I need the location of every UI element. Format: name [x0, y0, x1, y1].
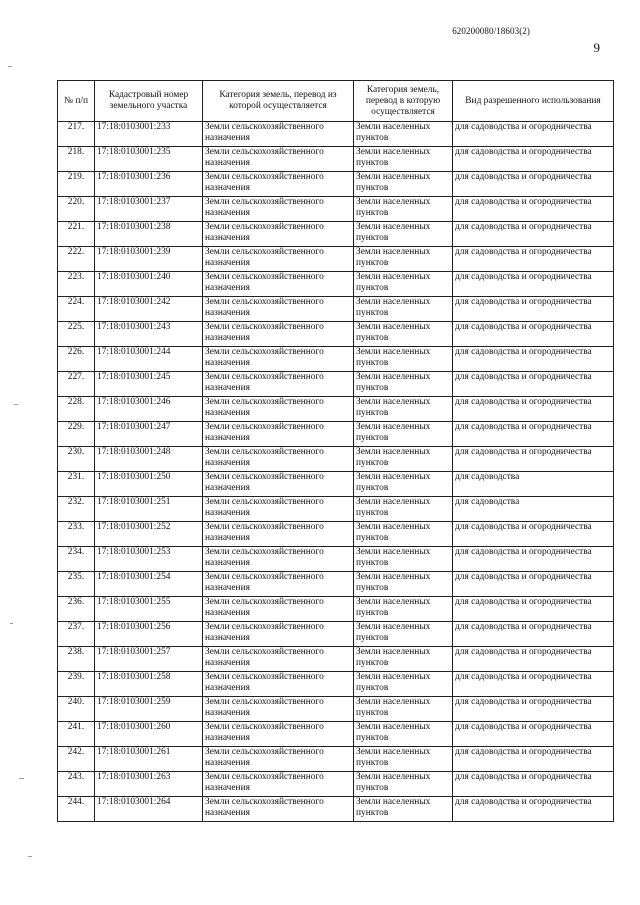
category-from-cell: Земли сельскохозяйственного назначения [203, 772, 354, 797]
cadastral-number-cell: 17:18:0103001:252 [95, 522, 203, 547]
category-to-cell: Земли населенных пунктов [354, 147, 453, 172]
table-header-row [58, 81, 614, 122]
cadastral-number-cell: 17:18:0103001:255 [95, 597, 203, 622]
category-from-cell: Земли сельскохозяйственного назначения [203, 672, 354, 697]
category-from-cell: Земли сельскохозяйственного назначения [203, 547, 354, 572]
category-from-cell: Земли сельскохозяйственного назначения [203, 597, 354, 622]
category-to-cell: Земли населенных пунктов [354, 422, 453, 447]
cadastral-number-cell: 17:18:0103001:263 [95, 772, 203, 797]
row-number-cell: 230. [58, 447, 95, 472]
row-number-cell: 233. [58, 522, 95, 547]
permitted-use-cell: для садоводства и огородничества [453, 722, 614, 747]
row-number-cell: 220. [58, 197, 95, 222]
table-body [58, 122, 614, 822]
category-to-cell: Земли населенных пунктов [354, 122, 453, 147]
page-number: 9 [593, 40, 600, 55]
category-from-cell: Земли сельскохозяйственного назначения [203, 647, 354, 672]
permitted-use-cell: для садоводства [453, 497, 614, 522]
table-row [58, 672, 614, 697]
header-category-to: Категория земель, перевод в которую осуществляется [354, 81, 453, 122]
cadastral-number-cell: 17:18:0103001:258 [95, 672, 203, 697]
category-to-cell: Земли населенных пунктов [354, 697, 453, 722]
category-to-cell: Земли населенных пунктов [354, 647, 453, 672]
row-number-cell: 222. [58, 247, 95, 272]
row-number-cell: 225. [58, 322, 95, 347]
category-from-cell: Земли сельскохозяйственного назначения [203, 522, 354, 547]
category-to-cell: Земли населенных пунктов [354, 672, 453, 697]
permitted-use-cell: для садоводства и огородничества [453, 447, 614, 472]
cadastral-number-cell: 17:18:0103001:253 [95, 547, 203, 572]
cadastral-number-cell: 17:18:0103001:240 [95, 272, 203, 297]
table-row [58, 197, 614, 222]
table-row [58, 447, 614, 472]
document-code: 620200080/18603(2) [452, 26, 530, 36]
category-to-cell: Земли населенных пунктов [354, 322, 453, 347]
table-row [58, 472, 614, 497]
category-to-cell: Земли населенных пунктов [354, 497, 453, 522]
header-number: № п/п [58, 81, 95, 122]
permitted-use-cell: для садоводства и огородничества [453, 622, 614, 647]
permitted-use-cell: для садоводства и огородничества [453, 672, 614, 697]
cadastral-number-cell: 17:18:0103001:257 [95, 647, 203, 672]
cadastral-number-cell: 17:18:0103001:236 [95, 172, 203, 197]
permitted-use-cell: для садоводства и огородничества [453, 572, 614, 597]
row-number-cell: 218. [58, 147, 95, 172]
cadastral-number-cell: 17:18:0103001:235 [95, 147, 203, 172]
table-row [58, 747, 614, 772]
category-from-cell: Земли сельскохозяйственного назначения [203, 797, 354, 822]
category-to-cell: Земли населенных пунктов [354, 747, 453, 772]
permitted-use-cell: для садоводства и огородничества [453, 247, 614, 272]
row-number-cell: 240. [58, 697, 95, 722]
category-from-cell: Земли сельскохозяйственного назначения [203, 572, 354, 597]
table-row [58, 522, 614, 547]
table-row [58, 772, 614, 797]
category-from-cell: Земли сельскохозяйственного назначения [203, 622, 354, 647]
category-from-cell: Земли сельскохозяйственного назначения [203, 472, 354, 497]
category-from-cell: Земли сельскохозяйственного назначения [203, 247, 354, 272]
permitted-use-cell: для садоводства и огородничества [453, 522, 614, 547]
cadastral-number-cell: 17:18:0103001:260 [95, 722, 203, 747]
table-row [58, 497, 614, 522]
permitted-use-cell: для садоводства и огородничества [453, 172, 614, 197]
row-number-cell: 234. [58, 547, 95, 572]
category-to-cell: Земли населенных пунктов [354, 222, 453, 247]
category-to-cell: Земли населенных пунктов [354, 722, 453, 747]
category-to-cell: Земли населенных пунктов [354, 347, 453, 372]
cadastral-number-cell: 17:18:0103001:243 [95, 322, 203, 347]
table-row [58, 597, 614, 622]
permitted-use-cell: для садоводства и огородничества [453, 597, 614, 622]
cadastral-number-cell: 17:18:0103001:261 [95, 747, 203, 772]
category-from-cell: Земли сельскохозяйственного назначения [203, 222, 354, 247]
header-cadastral-number: Кадастровый номер земельного участка [95, 81, 203, 122]
row-number-cell: 235. [58, 572, 95, 597]
cadastral-number-cell: 17:18:0103001:239 [95, 247, 203, 272]
category-from-cell: Земли сельскохозяйственного назначения [203, 497, 354, 522]
table-row [58, 722, 614, 747]
table-row [58, 547, 614, 572]
table-row [58, 572, 614, 597]
category-from-cell: Земли сельскохозяйственного назначения [203, 347, 354, 372]
row-number-cell: 219. [58, 172, 95, 197]
category-from-cell: Земли сельскохозяйственного назначения [203, 697, 354, 722]
row-number-cell: 242. [58, 747, 95, 772]
category-to-cell: Земли населенных пунктов [354, 197, 453, 222]
table-row [58, 797, 614, 822]
row-number-cell: 232. [58, 497, 95, 522]
category-to-cell: Земли населенных пунктов [354, 372, 453, 397]
cadastral-number-cell: 17:18:0103001:256 [95, 622, 203, 647]
row-number-cell: 243. [58, 772, 95, 797]
permitted-use-cell: для садоводства и огородничества [453, 747, 614, 772]
table-row [58, 372, 614, 397]
header-category-from: Категория земель, перевод из которой осуществляется [203, 81, 354, 122]
row-number-cell: 221. [58, 222, 95, 247]
table-row [58, 222, 614, 247]
cadastral-number-cell: 17:18:0103001:245 [95, 372, 203, 397]
row-number-cell: 229. [58, 422, 95, 447]
table-row [58, 697, 614, 722]
category-from-cell: Земли сельскохозяйственного назначения [203, 372, 354, 397]
header-permitted-use: Вид разрешенного использования [453, 81, 614, 122]
category-from-cell: Земли сельскохозяйственного назначения [203, 322, 354, 347]
cadastral-number-cell: 17:18:0103001:237 [95, 197, 203, 222]
row-number-cell: 237. [58, 622, 95, 647]
table-row [58, 122, 614, 147]
cadastral-number-cell: 17:18:0103001:254 [95, 572, 203, 597]
category-to-cell: Земли населенных пунктов [354, 547, 453, 572]
table-row [58, 322, 614, 347]
cadastral-number-cell: 17:18:0103001:238 [95, 222, 203, 247]
permitted-use-cell: для садоводства и огородничества [453, 697, 614, 722]
category-from-cell: Земли сельскохозяйственного назначения [203, 197, 354, 222]
table-row [58, 297, 614, 322]
permitted-use-cell: для садоводства и огородничества [453, 297, 614, 322]
category-from-cell: Земли сельскохозяйственного назначения [203, 722, 354, 747]
permitted-use-cell: для садоводства и огородничества [453, 122, 614, 147]
category-from-cell: Земли сельскохозяйственного назначения [203, 397, 354, 422]
category-from-cell: Земли сельскохозяйственного назначения [203, 147, 354, 172]
category-from-cell: Земли сельскохозяйственного назначения [203, 122, 354, 147]
table-row [58, 422, 614, 447]
permitted-use-cell: для садоводства и огородничества [453, 197, 614, 222]
table-row [58, 272, 614, 297]
permitted-use-cell: для садоводства и огородничества [453, 322, 614, 347]
category-to-cell: Земли населенных пунктов [354, 597, 453, 622]
row-number-cell: 239. [58, 672, 95, 697]
category-from-cell: Земли сельскохозяйственного назначения [203, 447, 354, 472]
permitted-use-cell: для садоводства и огородничества [453, 222, 614, 247]
cadastral-number-cell: 17:18:0103001:242 [95, 297, 203, 322]
cadastral-number-cell: 17:18:0103001:233 [95, 122, 203, 147]
category-to-cell: Земли населенных пунктов [354, 447, 453, 472]
category-to-cell: Земли населенных пунктов [354, 797, 453, 822]
category-from-cell: Земли сельскохозяйственного назначения [203, 747, 354, 772]
row-number-cell: 217. [58, 122, 95, 147]
row-number-cell: 224. [58, 297, 95, 322]
permitted-use-cell: для садоводства и огородничества [453, 422, 614, 447]
row-number-cell: 244. [58, 797, 95, 822]
permitted-use-cell: для садоводства и огородничества [453, 272, 614, 297]
category-to-cell: Земли населенных пунктов [354, 397, 453, 422]
cadastral-number-cell: 17:18:0103001:250 [95, 472, 203, 497]
category-to-cell: Земли населенных пунктов [354, 247, 453, 272]
category-to-cell: Земли населенных пунктов [354, 572, 453, 597]
category-from-cell: Земли сельскохозяйственного назначения [203, 297, 354, 322]
category-from-cell: Земли сельскохозяйственного назначения [203, 422, 354, 447]
permitted-use-cell: для садоводства и огородничества [453, 647, 614, 672]
table-row [58, 172, 614, 197]
row-number-cell: 228. [58, 397, 95, 422]
category-to-cell: Земли населенных пунктов [354, 272, 453, 297]
category-to-cell: Земли населенных пунктов [354, 622, 453, 647]
category-to-cell: Земли населенных пунктов [354, 172, 453, 197]
category-to-cell: Земли населенных пунктов [354, 522, 453, 547]
row-number-cell: 227. [58, 372, 95, 397]
permitted-use-cell: для садоводства и огородничества [453, 147, 614, 172]
permitted-use-cell: для садоводства и огородничества [453, 397, 614, 422]
cadastral-number-cell: 17:18:0103001:247 [95, 422, 203, 447]
permitted-use-cell: для садоводства и огородничества [453, 347, 614, 372]
category-to-cell: Земли населенных пунктов [354, 472, 453, 497]
permitted-use-cell: для садоводства и огородничества [453, 772, 614, 797]
permitted-use-cell: для садоводства и огородничества [453, 797, 614, 822]
table-row [58, 347, 614, 372]
cadastral-number-cell: 17:18:0103001:244 [95, 347, 203, 372]
table-row [58, 247, 614, 272]
table-row [58, 647, 614, 672]
table-row [58, 622, 614, 647]
cadastral-number-cell: 17:18:0103001:246 [95, 397, 203, 422]
category-from-cell: Земли сельскохозяйственного назначения [203, 272, 354, 297]
cadastral-number-cell: 17:18:0103001:264 [95, 797, 203, 822]
table-row [58, 147, 614, 172]
row-number-cell: 231. [58, 472, 95, 497]
permitted-use-cell: для садоводства и огородничества [453, 372, 614, 397]
permitted-use-cell: для садоводства [453, 472, 614, 497]
land-parcels-table [57, 80, 614, 822]
cadastral-number-cell: 17:18:0103001:259 [95, 697, 203, 722]
row-number-cell: 241. [58, 722, 95, 747]
permitted-use-cell: для садоводства и огородничества [453, 547, 614, 572]
category-to-cell: Земли населенных пунктов [354, 297, 453, 322]
row-number-cell: 226. [58, 347, 95, 372]
row-number-cell: 236. [58, 597, 95, 622]
cadastral-number-cell: 17:18:0103001:248 [95, 447, 203, 472]
category-from-cell: Земли сельскохозяйственного назначения [203, 172, 354, 197]
table-row [58, 397, 614, 422]
category-to-cell: Земли населенных пунктов [354, 772, 453, 797]
row-number-cell: 223. [58, 272, 95, 297]
cadastral-number-cell: 17:18:0103001:251 [95, 497, 203, 522]
row-number-cell: 238. [58, 647, 95, 672]
